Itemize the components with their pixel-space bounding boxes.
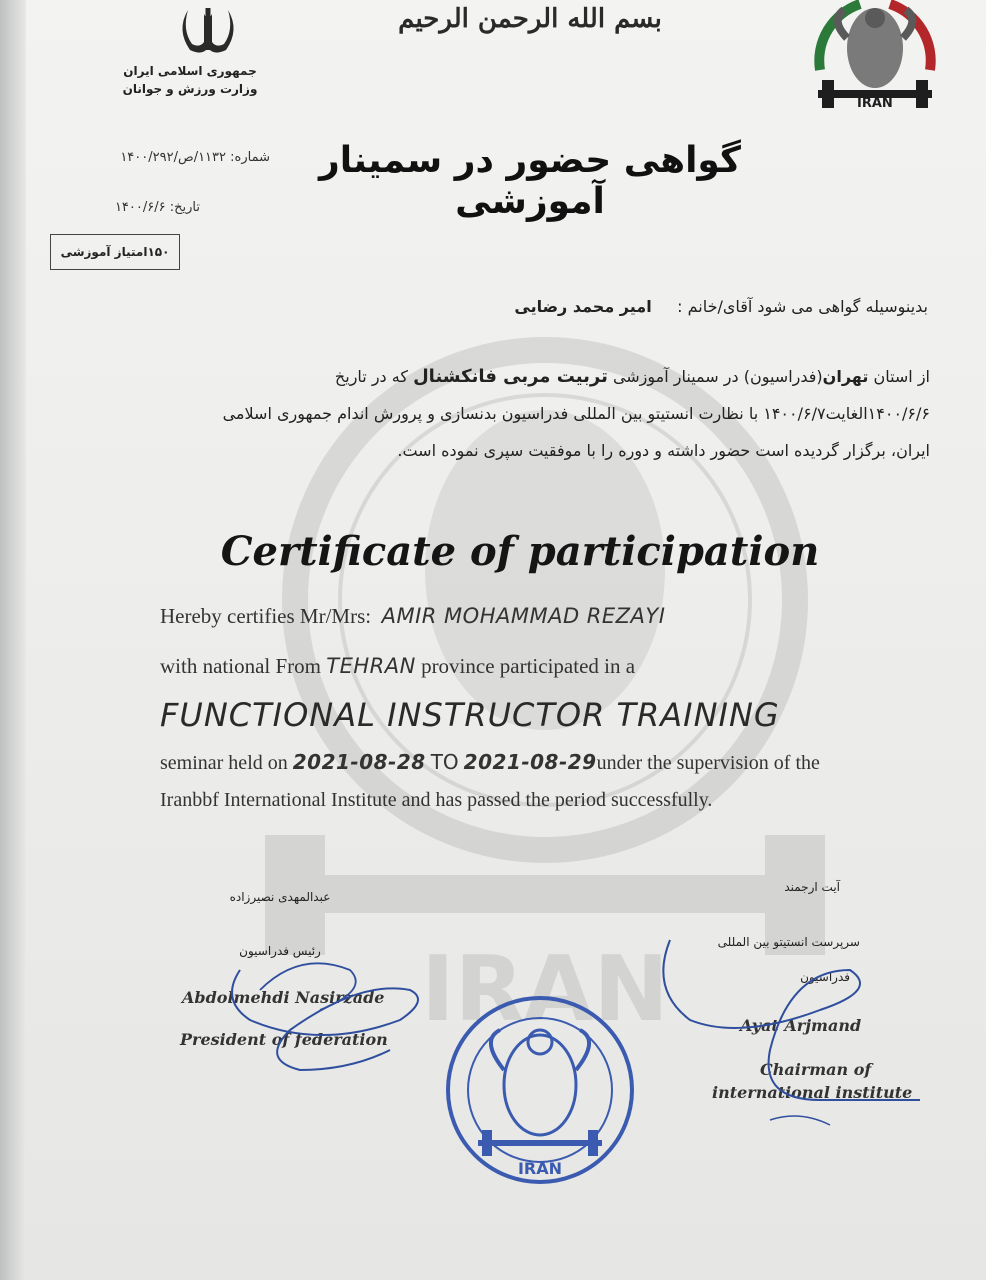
right-signer-title-fa-2: فدراسیون xyxy=(800,970,850,984)
persian-text-segment: از استان xyxy=(873,367,930,386)
persian-province: تهران xyxy=(822,367,869,386)
persian-text-segment: (فدراسیون) در سمینار آموزشی xyxy=(612,367,823,386)
right-signature-scribble xyxy=(650,930,930,1130)
bismillah-calligraphy: بسم الله الرحمن الرحیم xyxy=(398,4,662,34)
english-recipient-name: AMIR MOHAMMAD REZAYI xyxy=(381,604,666,628)
page-edge-shadow xyxy=(0,0,26,1280)
number-value: ۱۱۳۲/ص/۱۴۰۰/۲۹۲ xyxy=(120,150,227,165)
ministry-line-2: وزارت ورزش و جوانان xyxy=(122,82,258,96)
date-label: تاریخ: xyxy=(169,200,200,215)
persian-body-line-3: ایران، برگزار گردیده است حضور داشته و دوره را با موفقیت سپری نموده است. xyxy=(397,441,930,460)
letter-number xyxy=(40,150,270,165)
right-signer-title-fa-1: سرپرست انستیتو بین المللی xyxy=(717,935,860,949)
left-signer-title-fa: رئیس فدراسیون xyxy=(239,944,321,958)
persian-body-paragraph xyxy=(160,358,930,469)
english-certify-line xyxy=(160,604,665,629)
persian-certify-label: بدینوسیله گواهی می شود آقای/خانم : xyxy=(677,297,928,316)
letter-date xyxy=(40,200,200,215)
english-text-segment: with national From xyxy=(160,654,321,678)
iran-national-emblem-icon xyxy=(168,0,248,60)
right-signer-title-en-1: Chairman of xyxy=(760,1060,872,1079)
date-value: ۱۴۰۰/۶/۶ xyxy=(114,200,166,215)
persian-recipient-name: امیر محمد رضایی xyxy=(514,297,652,316)
left-signer-name-en: Abdolmehdi Nasirzade xyxy=(182,988,385,1007)
english-institute-line: Iranbbf International Institute and has passed the period successfully. xyxy=(160,789,713,811)
english-to: TO xyxy=(430,750,459,774)
federation-stamp-icon xyxy=(440,990,640,1190)
english-course-name: FUNCTIONAL INSTRUCTOR TRAINING xyxy=(160,696,780,734)
persian-text-segment: که در تاریخ xyxy=(334,367,408,386)
english-date-from: 2021-08-28 xyxy=(292,750,426,774)
english-date-to: 2021-08-29 xyxy=(463,750,597,774)
svg-text:IRAN: IRAN xyxy=(421,937,669,1042)
english-province: TEHRAN xyxy=(326,654,416,678)
right-signer-name-en: Ayat Arjmand xyxy=(740,1016,862,1035)
ministry-line-1: جمهوری اسلامی ایران xyxy=(123,64,257,78)
persian-body-line-1 xyxy=(160,358,930,395)
english-title: Certificate of participation xyxy=(220,528,820,575)
training-score-badge: ۱۵۰امتیاز آموزشی xyxy=(50,234,180,270)
persian-title: گواهی حضور در سمینار آموزشی xyxy=(319,140,741,222)
english-dates-line xyxy=(160,750,820,775)
persian-name-line xyxy=(400,288,928,325)
left-signer-name-fa: عبدالمهدی نصیرزاده xyxy=(229,890,331,904)
persian-body-line-2: ۱۴۰۰/۶/۶الغایت۱۴۰۰/۶/۷ با نظارت انستیتو بین المللی فدراسیون بدنسازی و پرورش اندام جمهوری اسلامی xyxy=(222,404,930,423)
left-signature-scribble xyxy=(200,930,440,1080)
left-signer-title-en: President of federation xyxy=(180,1030,388,1049)
number-label: شماره: xyxy=(230,150,270,165)
right-signer-name-fa: آیت ارجمند xyxy=(784,880,840,894)
right-signer-title-en-2: international institute xyxy=(712,1083,913,1102)
english-text-segment: province participated in a xyxy=(421,654,636,678)
stamp-label: IRAN xyxy=(517,1159,563,1178)
federation-logo-label: IRAN xyxy=(857,96,893,111)
ministry-caption xyxy=(120,62,260,98)
english-certify-label: Hereby certifies Mr/Mrs: xyxy=(160,604,372,628)
persian-course-name: تربیت مربی فانکشنال xyxy=(413,366,608,387)
english-province-line xyxy=(160,654,635,679)
english-text-segment: seminar held on xyxy=(160,752,288,774)
english-text-segment: under the supervision of the xyxy=(596,752,820,774)
